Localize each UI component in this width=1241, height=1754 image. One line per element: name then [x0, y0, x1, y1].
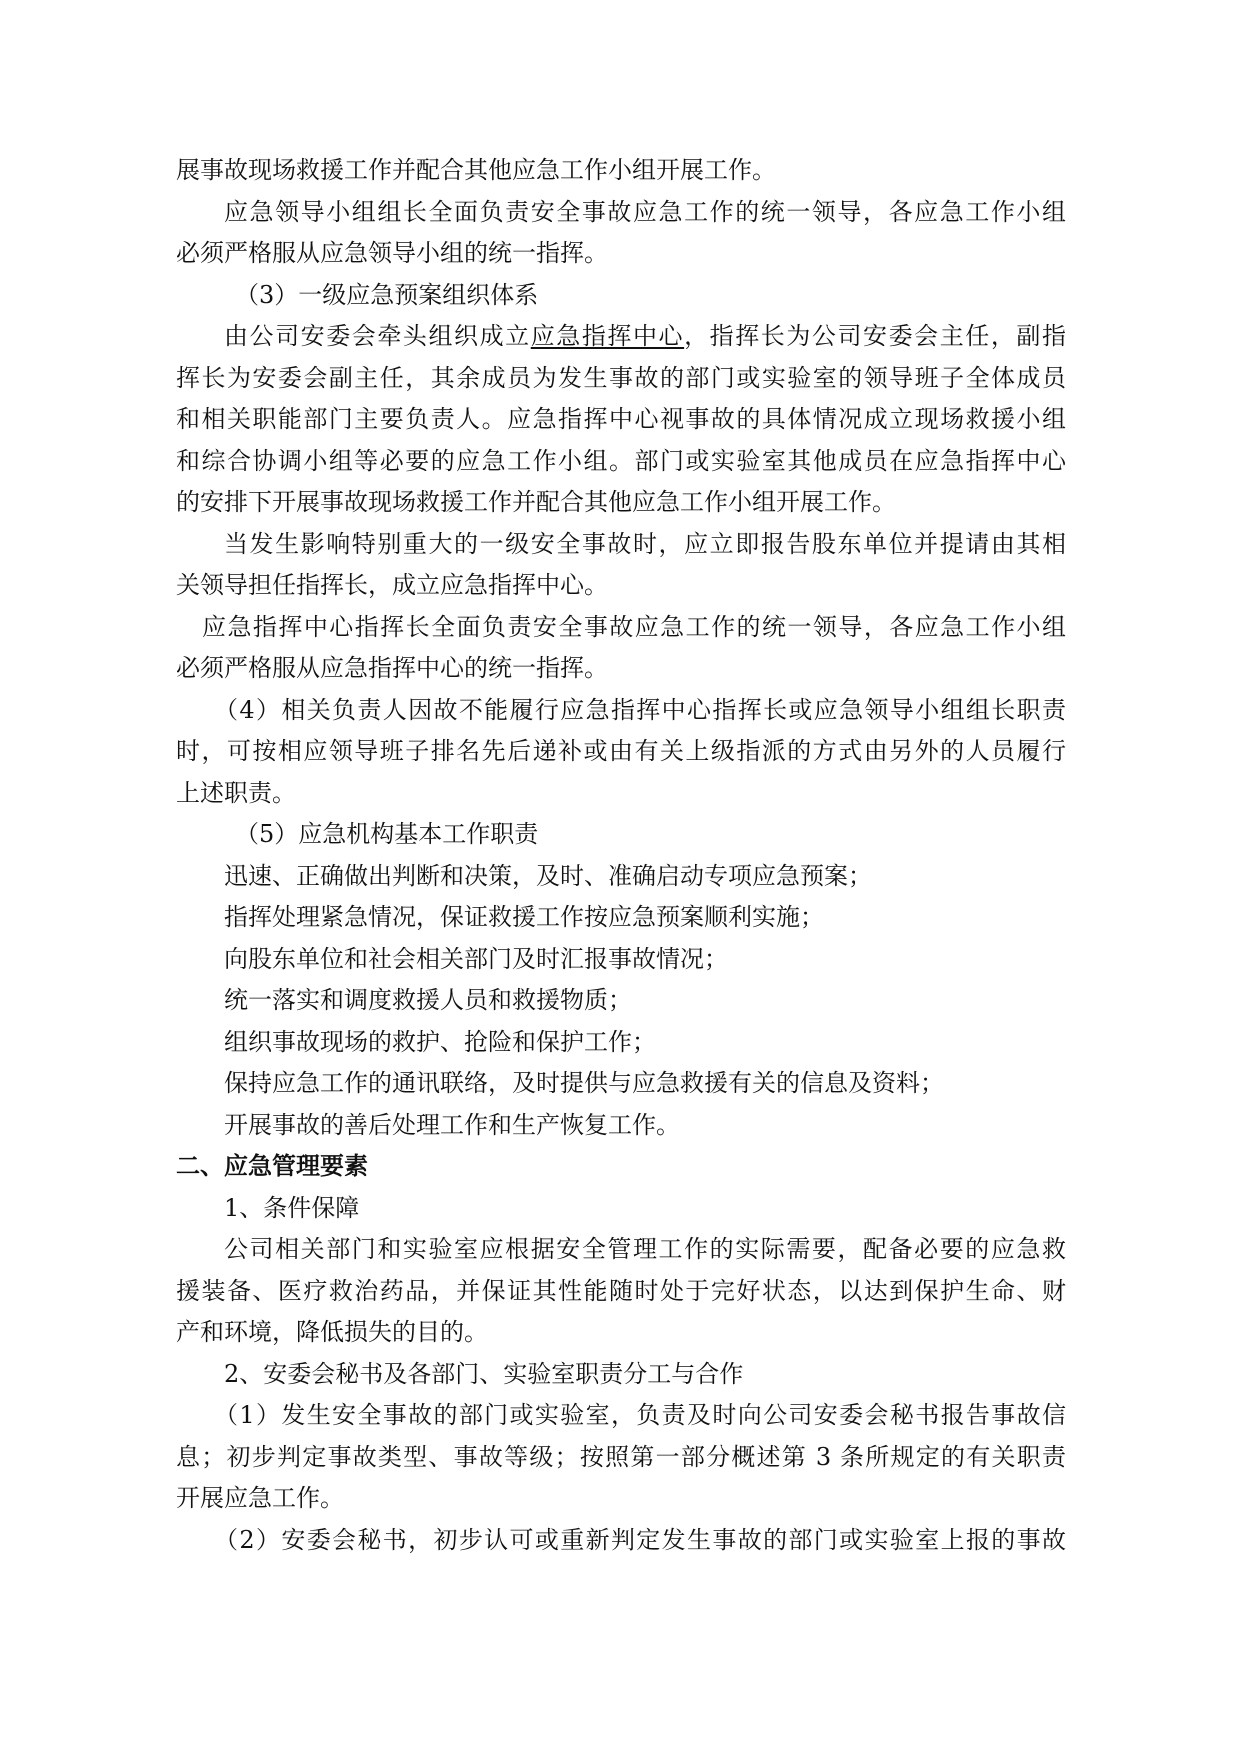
- text-line: 关领导担任指挥长，成立应急指挥中心。: [176, 571, 608, 599]
- section-heading: 二、应急管理要素: [176, 1152, 368, 1180]
- list-item: 统一落实和调度救援人员和救援物质；: [224, 986, 632, 1014]
- text-line: 上述职责。: [176, 778, 296, 807]
- text-line: 必须严格服从应急指挥中心的统一指挥。: [176, 654, 608, 682]
- text-line: 必须严格服从应急领导小组的统一指挥。: [176, 239, 608, 267]
- text-line: 产和环境，降低损失的目的。: [176, 1318, 488, 1346]
- text-segment: 由公司安委会牵头组织成立: [224, 322, 531, 350]
- text-line: 和相关职能部门主要负责人。应急指挥中心视事故的具体情况成立现场救援小组: [176, 405, 1066, 433]
- text-line: （2）安委会秘书，初步认可或重新判定发生事故的部门或实验室上报的事故: [214, 1525, 1066, 1554]
- text-line: 应急指挥中心指挥长全面负责安全事故应急工作的统一领导，各应急工作小组: [202, 612, 1066, 641]
- text-line: 应急领导小组组长全面负责安全事故应急工作的统一领导，各应急工作小组: [224, 197, 1066, 226]
- text-line: （1）发生安全事故的部门或实验室，负责及时向公司安委会秘书报告事故信: [214, 1401, 1066, 1429]
- text-line: 援装备、医疗救治药品，并保证其性能随时处于完好状态，以达到保护生命、财: [176, 1276, 1066, 1305]
- text-line: 展事故现场救援工作并配合其他应急工作小组开展工作。: [176, 156, 776, 184]
- text-line: 开展应急工作。: [176, 1484, 344, 1512]
- text-line: 和综合协调小组等必要的应急工作小组。部门或实验室其他成员在应急指挥中心: [176, 446, 1066, 475]
- text-line: 当发生影响特别重大的一级安全事故时，应立即报告股东单位并提请由其相: [224, 529, 1066, 558]
- list-item: 保持应急工作的通讯联络，及时提供与应急救援有关的信息及资料；: [224, 1069, 944, 1097]
- subsection-heading: 1、条件保障: [224, 1193, 360, 1222]
- subsection-heading: （5）应急机构基本工作职责: [235, 820, 539, 848]
- list-item: 向股东单位和社会相关部门及时汇报事故情况；: [224, 944, 728, 973]
- list-item: 指挥处理紧急情况，保证救援工作按应急预案顺利实施；: [224, 903, 824, 931]
- text-line: 挥长为安委会副主任，其余成员为发生事故的部门或实验室的领导班子全体成员: [176, 363, 1066, 392]
- list-item: 开展事故的善后处理工作和生产恢复工作。: [224, 1110, 680, 1139]
- text-line: [176, 316, 1066, 358]
- text-line: 时，可按相应领导班子排名先后递补或由有关上级指派的方式由另外的人员履行: [176, 737, 1066, 765]
- list-item: 组织事故现场的救护、抢险和保护工作；: [224, 1027, 656, 1056]
- text-segment: ，指挥长为公司安委会主任，副指: [684, 322, 1066, 350]
- text-line: 公司相关部门和实验室应根据安全管理工作的实际需要，配备必要的应急救: [224, 1235, 1066, 1263]
- subsection-heading: （3）一级应急预案组织体系: [235, 280, 539, 309]
- list-item: 迅速、正确做出判断和决策，及时、准确启动专项应急预案；: [224, 861, 872, 890]
- text-line: 的安排下开展事故现场救援工作并配合其他应急工作小组开展工作。: [176, 488, 896, 516]
- text-line: 息；初步判定事故类型、事故等级；按照第一部分概述第 3 条所规定的有关职责: [176, 1442, 1066, 1471]
- underlined-term: 应急指挥中心: [530, 322, 685, 350]
- subsection-heading: 2、安委会秘书及各部门、实验室职责分工与合作: [224, 1359, 744, 1388]
- document-page: [176, 150, 1066, 1561]
- subsection-heading: （4）相关负责人因故不能履行应急指挥中心指挥长或应急领导小组组长职责: [214, 695, 1066, 724]
